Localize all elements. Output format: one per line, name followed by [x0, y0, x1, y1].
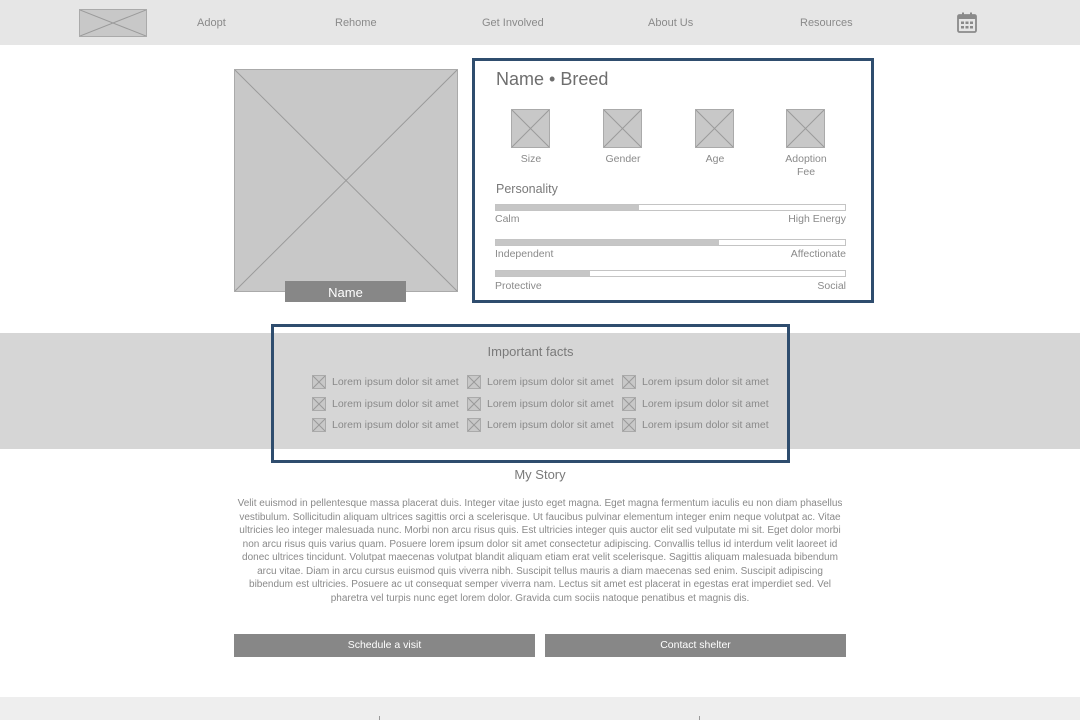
size-label: Size — [520, 153, 542, 165]
trait-label-calm: Calm — [495, 213, 520, 225]
fact-icon — [622, 418, 636, 432]
nav-link-get-involved[interactable]: Get Involved — [482, 17, 544, 29]
pet-name-label: Name — [285, 281, 406, 302]
fact-icon — [467, 375, 481, 389]
gender-icon — [603, 109, 642, 148]
adoption-fee-label: Adoption Fee — [785, 153, 827, 178]
trait-label-protective: Protective — [495, 280, 542, 292]
schedule-visit-button[interactable]: Schedule a visit — [234, 634, 535, 657]
trait-label-social: Social — [817, 280, 846, 292]
personality-heading: Personality — [496, 182, 558, 196]
logo-placeholder-image[interactable] — [79, 9, 147, 37]
fact-item-text: Lorem ipsum dolor sit amet — [332, 398, 459, 410]
nav-link-about-us[interactable]: About Us — [648, 17, 694, 29]
fact-item-text: Lorem ipsum dolor sit amet — [642, 376, 769, 388]
pet-name-breed-title: Name • Breed — [496, 69, 609, 89]
size-icon — [511, 109, 550, 148]
adoption-fee-icon — [786, 109, 825, 148]
my-story-body: Velit euismod in pellentesque massa placerat duis. Integer vitae justo eget magna. Eget magna fermentum iaculis eu non diam phasellus vestibulum. Sollicitudin aliquam ultrices sagittis orci a scelerisque. Ut faucibus pulvinar elementum integer enim neque volutpat ac. Vitae ultricies leo integer malesuada nunc. Morbi non arcu risus quis. Est ultricies integer quis auctor elit sed vulputate mi sit. Eget dolor morbi non arcu risus quis varius quam. Posuere lorem ipsum dolor sit amet consectetur adipiscing. Convallis tellus id interdum velit laoreet id donec ultrices tincidunt. Volutpat maecenas volutpat blandit aliquam etiam erat velit scelerisque. Sagittis aliquam malesuada bibendum arcu vitae. Diam in arcu cursus euismod quis viverra nibh. Suscipit tellus mauris a diam maecenas sed enim. Suscipit adipiscing bibendum est ultricies. Posuere ac ut consequat semper viverra nam. Lectus sit amet est placerat in egestas erat imperdiet sed. Vel pharetra vel turpis nunc eget lorem dolor. Gravida cum sociis natoque penatibus et magnis dis. — [237, 498, 843, 604]
fact-item-text: Lorem ipsum dolor sit amet — [487, 398, 614, 410]
fact-icon — [467, 397, 481, 411]
pet-profile-card — [472, 58, 874, 303]
nav-link-resources[interactable]: Resources — [800, 17, 853, 29]
fact-item-text: Lorem ipsum dolor sit amet — [642, 398, 769, 410]
calendar-icon[interactable] — [957, 12, 977, 33]
fact-icon — [312, 418, 326, 432]
trait-bar-sociability — [495, 270, 846, 277]
fact-item-text: Lorem ipsum dolor sit amet — [487, 419, 614, 431]
trait-bar-affection — [495, 239, 846, 246]
trait-fill-energy — [496, 205, 639, 210]
footer-divider — [699, 716, 700, 720]
fact-icon — [622, 375, 636, 389]
trait-label-affectionate: Affectionate — [790, 248, 846, 260]
fact-icon — [312, 375, 326, 389]
nav-link-rehome[interactable]: Rehome — [335, 17, 377, 29]
important-facts-heading: Important facts — [487, 344, 574, 359]
fact-icon — [312, 397, 326, 411]
trait-fill-affection — [496, 240, 719, 245]
fact-item-text: Lorem ipsum dolor sit amet — [642, 419, 769, 431]
contact-shelter-button[interactable]: Contact shelter — [545, 634, 846, 657]
gender-label: Gender — [605, 153, 641, 165]
fact-item-text: Lorem ipsum dolor sit amet — [332, 376, 459, 388]
trait-label-independent: Independent — [495, 248, 554, 260]
fact-icon — [467, 418, 481, 432]
footer-divider — [379, 716, 380, 720]
fact-icon — [622, 397, 636, 411]
fact-item-text: Lorem ipsum dolor sit amet — [332, 419, 459, 431]
age-icon — [695, 109, 734, 148]
nav-link-adopt[interactable]: Adopt — [197, 17, 226, 29]
my-story-heading: My Story — [514, 467, 566, 482]
trait-fill-sociability — [496, 271, 590, 276]
footer-bar — [0, 697, 1080, 720]
trait-label-high-energy: High Energy — [788, 213, 846, 225]
fact-item-text: Lorem ipsum dolor sit amet — [487, 376, 614, 388]
age-label: Age — [705, 153, 725, 165]
trait-bar-energy — [495, 204, 846, 211]
pet-photo-placeholder — [234, 69, 458, 292]
